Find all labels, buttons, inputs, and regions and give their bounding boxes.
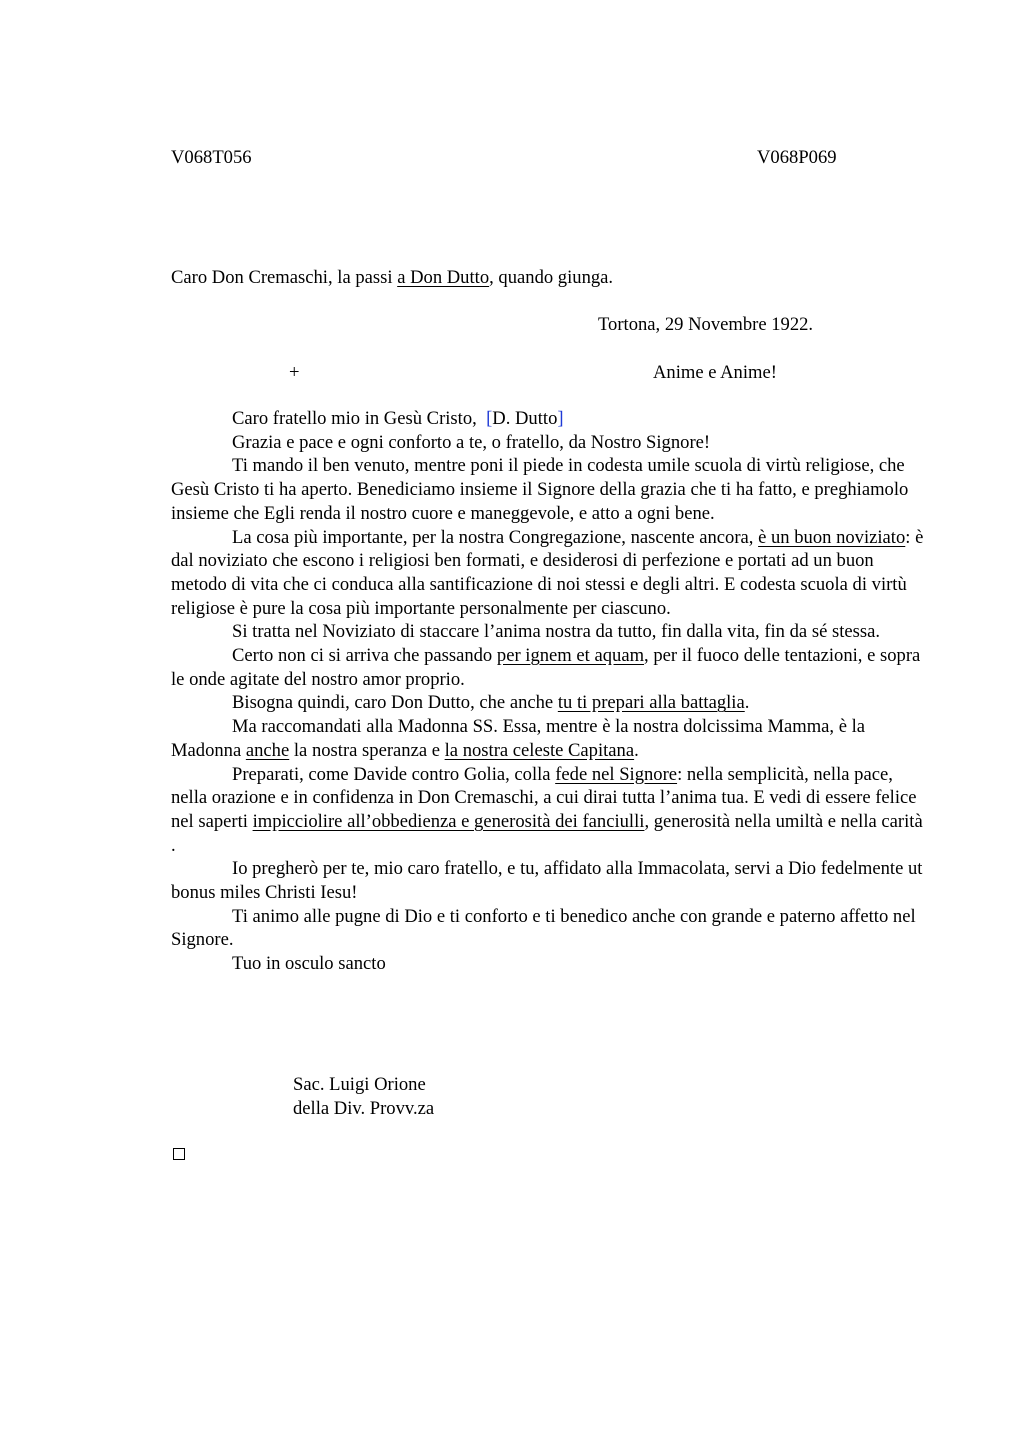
- paragraph-5-text-end: .: [744, 692, 750, 714]
- paragraph-7-underline-1: fede nel Signore: [555, 763, 678, 785]
- paragraph-3: Si tratta nel Noviziato di staccare l’anima nostra da tutto, fin dalla vita, fin da sé stessa.: [232, 621, 880, 643]
- paragraph-6-text: Ma raccomandati alla Madonna SS. Essa, mentre è la nostra dolcissima Mamma, è la Madonna: [171, 716, 866, 761]
- paragraph-1: Ti mando il ben venuto, mentre poni il piede in codesta umile scuola di virtù religiose, che Gesù Cristo ti ha aperto. Benediciamo insieme il Signore della grazia che ti ha fatto, e preghiamolo insieme che Egli renda il nostro cuore e maneggevole, e atto a ogni bene.: [171, 455, 909, 524]
- paragraph-2-text-end: : è dal noviziato che escono i religiosi ben formati, e desiderosi di perfezione e portati ad un buon metodo di vita che ci conduca alla santificazione di noi stessi e degli altri. E codesta scuola di virtù religiose è pure la cosa più importante personalmente per ciascuno.: [171, 526, 924, 619]
- paragraph-7-underline-2: impicciolire all’obbedienza e generosità dei fanciulli: [252, 810, 645, 832]
- letter-body: [171, 407, 931, 976]
- forwarding-note-recipient: a Don Dutto: [397, 267, 490, 288]
- closing: Tuo in osculo sancto: [232, 953, 386, 975]
- place-date: Tortona, 29 Novembre 1922.: [598, 314, 814, 335]
- forwarding-note-text: Caro Don Cremaschi, la passi: [171, 267, 398, 288]
- paragraph-6-text-mid: la nostra speranza e: [289, 739, 445, 761]
- paragraph-5: [171, 691, 931, 715]
- paragraph-9: Ti animo alle pugne di Dio e ti conforto e ti benedico anche con grande e paterno affetto nel Signore.: [171, 905, 916, 951]
- editor-note: D. Dutto: [492, 408, 558, 429]
- signature-title: della Div. Provv.za: [293, 1098, 435, 1119]
- paragraph-4-text: Certo non ci si arriva che passando: [232, 645, 497, 667]
- document-code-right: V068P069: [757, 147, 837, 168]
- cross-symbol: +: [289, 362, 300, 383]
- paragraph-6-underline-2: la nostra celeste Capitana: [444, 739, 635, 761]
- paragraph-7: [171, 763, 931, 858]
- paragraph-4-text-end: , per il fuoco delle tentazioni, e sopra le onde agitate del nostro amor proprio.: [171, 645, 921, 690]
- bracket-open: [: [486, 408, 493, 429]
- paragraph-4-underline: per ignem et aquam: [496, 645, 645, 667]
- salutation: [171, 407, 931, 431]
- salutation-text: Caro fratello mio in Gesù Cristo,: [232, 408, 477, 429]
- signature-name: Sac. Luigi Orione: [293, 1074, 426, 1095]
- forwarding-note-text-end: , quando giunga.: [489, 267, 614, 288]
- paragraph-5-text: Bisogna quindi, caro Don Dutto, che anche: [232, 692, 558, 714]
- forwarding-note: [171, 266, 613, 290]
- paragraph-5-underline: tu ti prepari alla battaglia: [557, 692, 745, 714]
- paragraph-6-text-end: .: [634, 739, 639, 761]
- paragraph-7-text-end: , generosità nella umiltà e nella carità .: [171, 810, 923, 856]
- paragraph-8: Io pregherò per te, mio caro fratello, e tu, affidato alla Immacolata, servi a Dio fedelmente ut bonus miles Christi Iesu!: [171, 858, 923, 904]
- paragraph-2: [171, 526, 931, 621]
- paragraph-2-text: La cosa più importante, per la nostra Congregazione, nascente ancora,: [232, 526, 759, 548]
- bracket-close: ]: [557, 408, 564, 429]
- motto: Anime e Anime!: [653, 362, 777, 383]
- paragraph-6: [171, 715, 931, 762]
- paragraph-7-text: Preparati, come Davide contro Golia, colla: [232, 763, 556, 785]
- paragraph-7-text-mid: : nella semplicità, nella pace, nella orazione e in confidenza in Don Cremaschi, a cui dirai tutta l’anima tua. E vedi di essere felice nel saperti: [171, 763, 917, 832]
- document-code-left: V068T056: [171, 147, 252, 168]
- greeting: Grazia e pace e ogni conforto a te, o fratello, da Nostro Signore!: [232, 431, 711, 453]
- paragraph-2-underline: è un buon noviziato: [758, 526, 906, 548]
- paragraph-4: [171, 644, 931, 691]
- paragraph-6-underline-1: anche: [245, 739, 290, 761]
- end-of-document-box-icon: [173, 1148, 185, 1160]
